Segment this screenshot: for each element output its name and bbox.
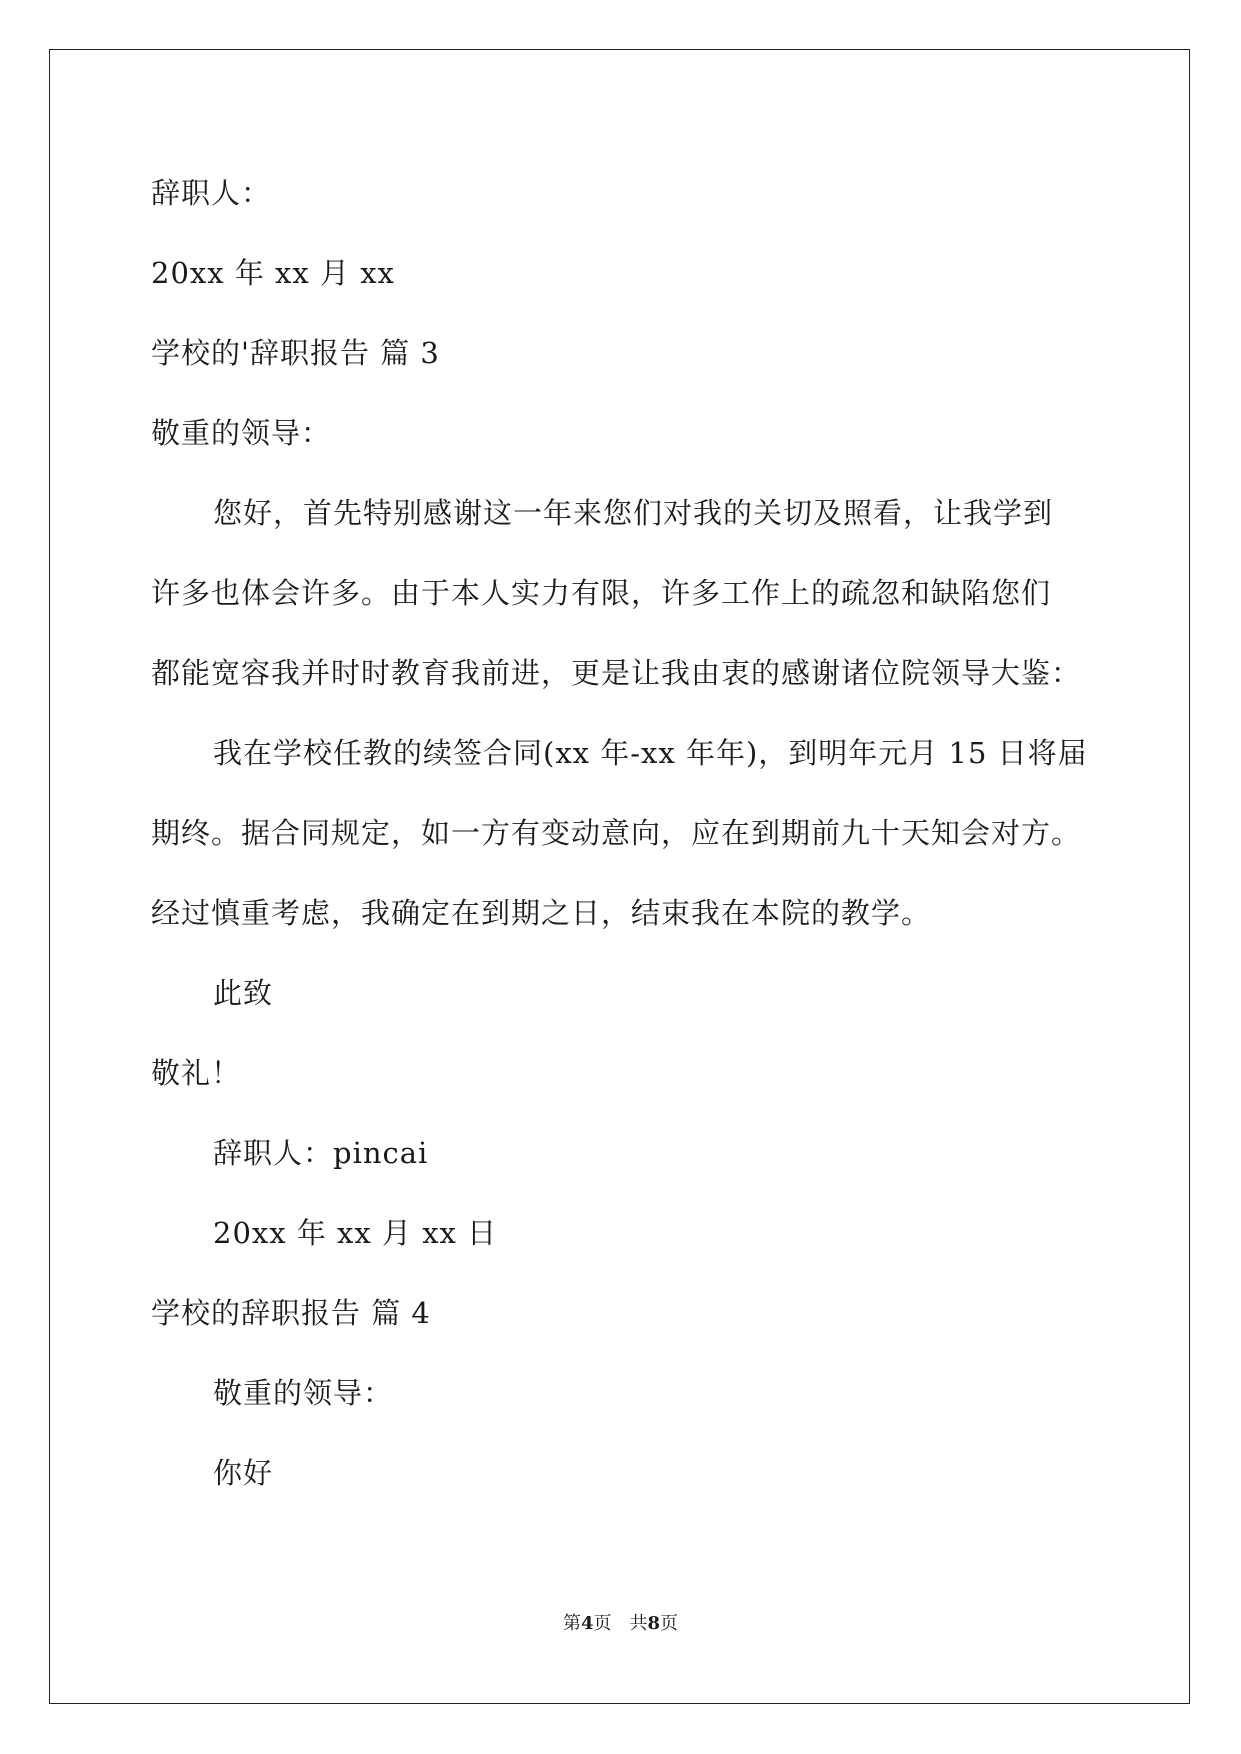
closing-regards: 敬礼！ [151, 1056, 242, 1090]
paragraph-line: 都能宽容我并时时教育我前进，更是让我由衷的感谢诸位院领导大鉴： [151, 656, 1082, 690]
resigner-label: 辞职人： [151, 176, 272, 210]
paragraph-line: 期终。据合同规定，如一方有变动意向，应在到期前九十天知会对方。 [151, 816, 1082, 850]
paragraph-line: 您好，首先特别感谢这一年来您们对我的关切及照看，让我学到 [213, 496, 1054, 530]
greeting: 你好 [213, 1456, 274, 1490]
footer-prefix: 第 [562, 1613, 581, 1634]
footer-total-unit: 页 [660, 1613, 679, 1634]
section-heading-3: 学校的'辞职报告 篇 3 [151, 336, 440, 370]
paragraph-line: 许多也体会许多。由于本人实力有限，许多工作上的疏忽和缺陷您们 [151, 576, 1052, 610]
paragraph-line: 经过慎重考虑，我确定在到期之日，结束我在本院的教学。 [151, 896, 932, 930]
footer-total-prefix: 共 [629, 1613, 648, 1634]
resigner-signature: 辞职人：pincai [213, 1136, 429, 1170]
current-page-number: 4 [580, 1613, 594, 1634]
total-page-count: 8 [647, 1613, 661, 1634]
paragraph-line: 我在学校任教的续签合同(xx 年-xx 年年)，到明年元月 15 日将届 [213, 736, 1088, 770]
signature-date: 20xx 年 xx 月 xx 日 [213, 1216, 498, 1250]
salutation: 敬重的领导： [151, 416, 332, 450]
page-footer [0, 1612, 1241, 1636]
footer-page-unit: 页 [593, 1613, 612, 1634]
section-heading-4: 学校的辞职报告 篇 4 [151, 1296, 431, 1330]
date-line: 20xx 年 xx 月 xx [151, 256, 395, 290]
salutation: 敬重的领导： [213, 1376, 394, 1410]
closing-line: 此致 [213, 976, 274, 1010]
